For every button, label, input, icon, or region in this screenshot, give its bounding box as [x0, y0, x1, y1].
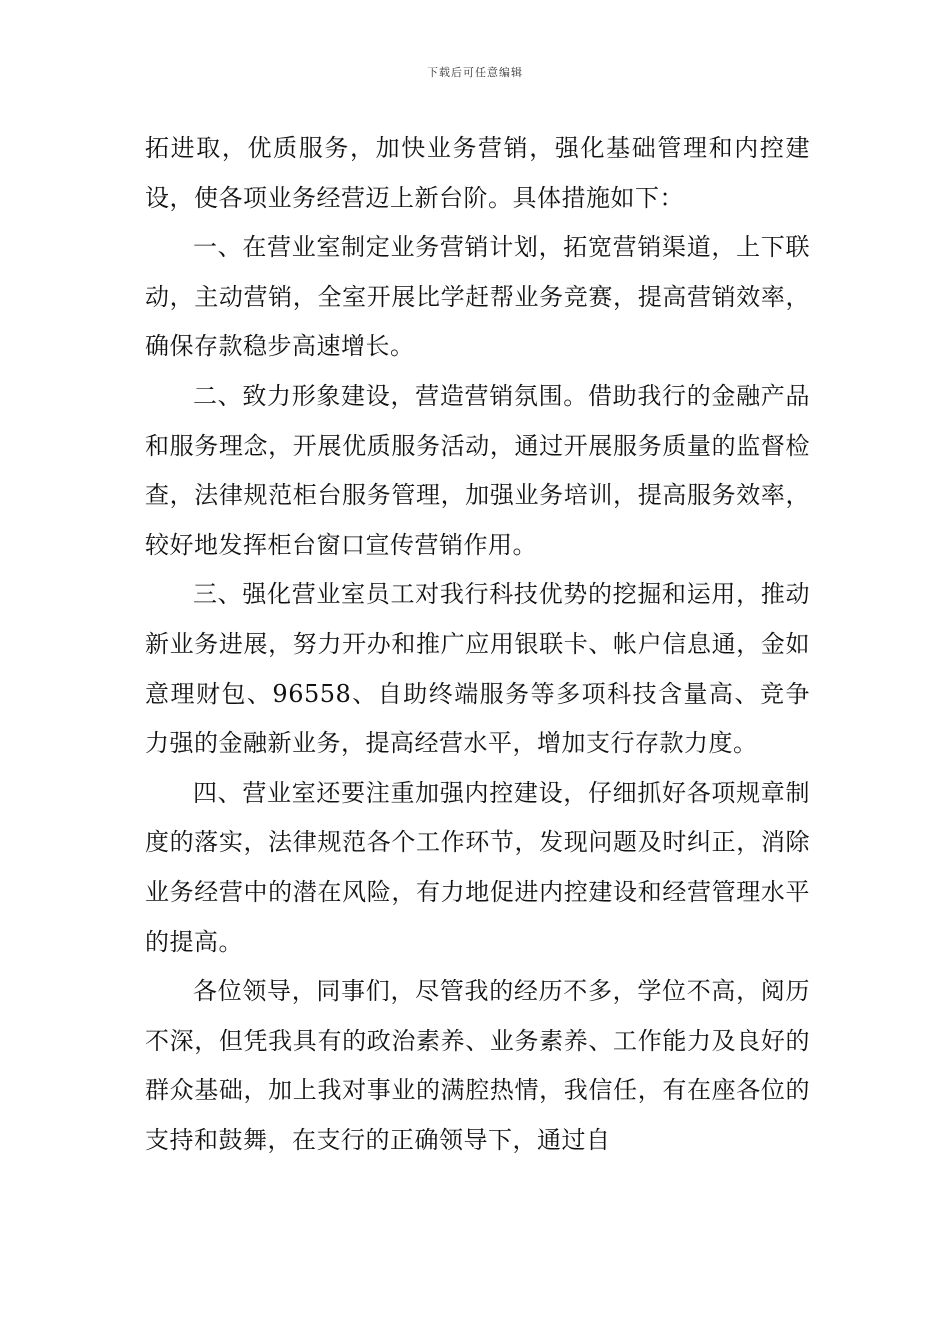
- paragraph-measure-2: 二、致力形象建设，营造营销氛围。借助我行的金融产品和服务理念，开展优质服务活动，通过开展服务质量的监督检查，法律规范柜台服务管理，加强业务培训，提高服务效率，较好地发挥柜台窗口宣传营销作用。: [145, 381, 810, 559]
- paragraph-closing: 各位领导，同事们，尽管我的经历不多，学位不高，阅历不深，但凭我具有的政治素养、业务素养、工作能力及良好的群众基础，加上我对事业的满腔热情，我信任，有在座各位的支持和鼓舞，在支行的正确领导下，通过自: [145, 977, 810, 1154]
- document-body: [145, 124, 810, 1165]
- page-header-note: 下载后可任意编辑: [427, 66, 523, 79]
- paragraph-measure-1: 一、在营业室制定业务营销计划，拓宽营销渠道，上下联动，主动营销，全室开展比学赶帮业务竞赛，提高营销效率，确保存款稳步高速增长。: [145, 233, 810, 361]
- paragraph-measure-4: 四、营业室还要注重加强内控建设，仔细抓好各项规章制度的落实，法律规范各个工作环节，发现问题及时纠正，消除业务经营中的潜在风险，有力地促进内控建设和经营管理水平的提高。: [145, 778, 810, 956]
- paragraph-measure-3: 三、强化营业室员工对我行科技优势的挖掘和运用，推动新业务进展，努力开办和推广应用银联卡、帐户信息通，金如意理财包、96558、自助终端服务等多项科技含量高、竞争力强的金融新业务，提高经营水平，增加支行存款力度。: [145, 580, 810, 758]
- paragraph-continuation: 拓进取，优质服务，加快业务营销，强化基础管理和内控建设，使各项业务经营迈上新台阶。具体措施如下：: [145, 134, 810, 212]
